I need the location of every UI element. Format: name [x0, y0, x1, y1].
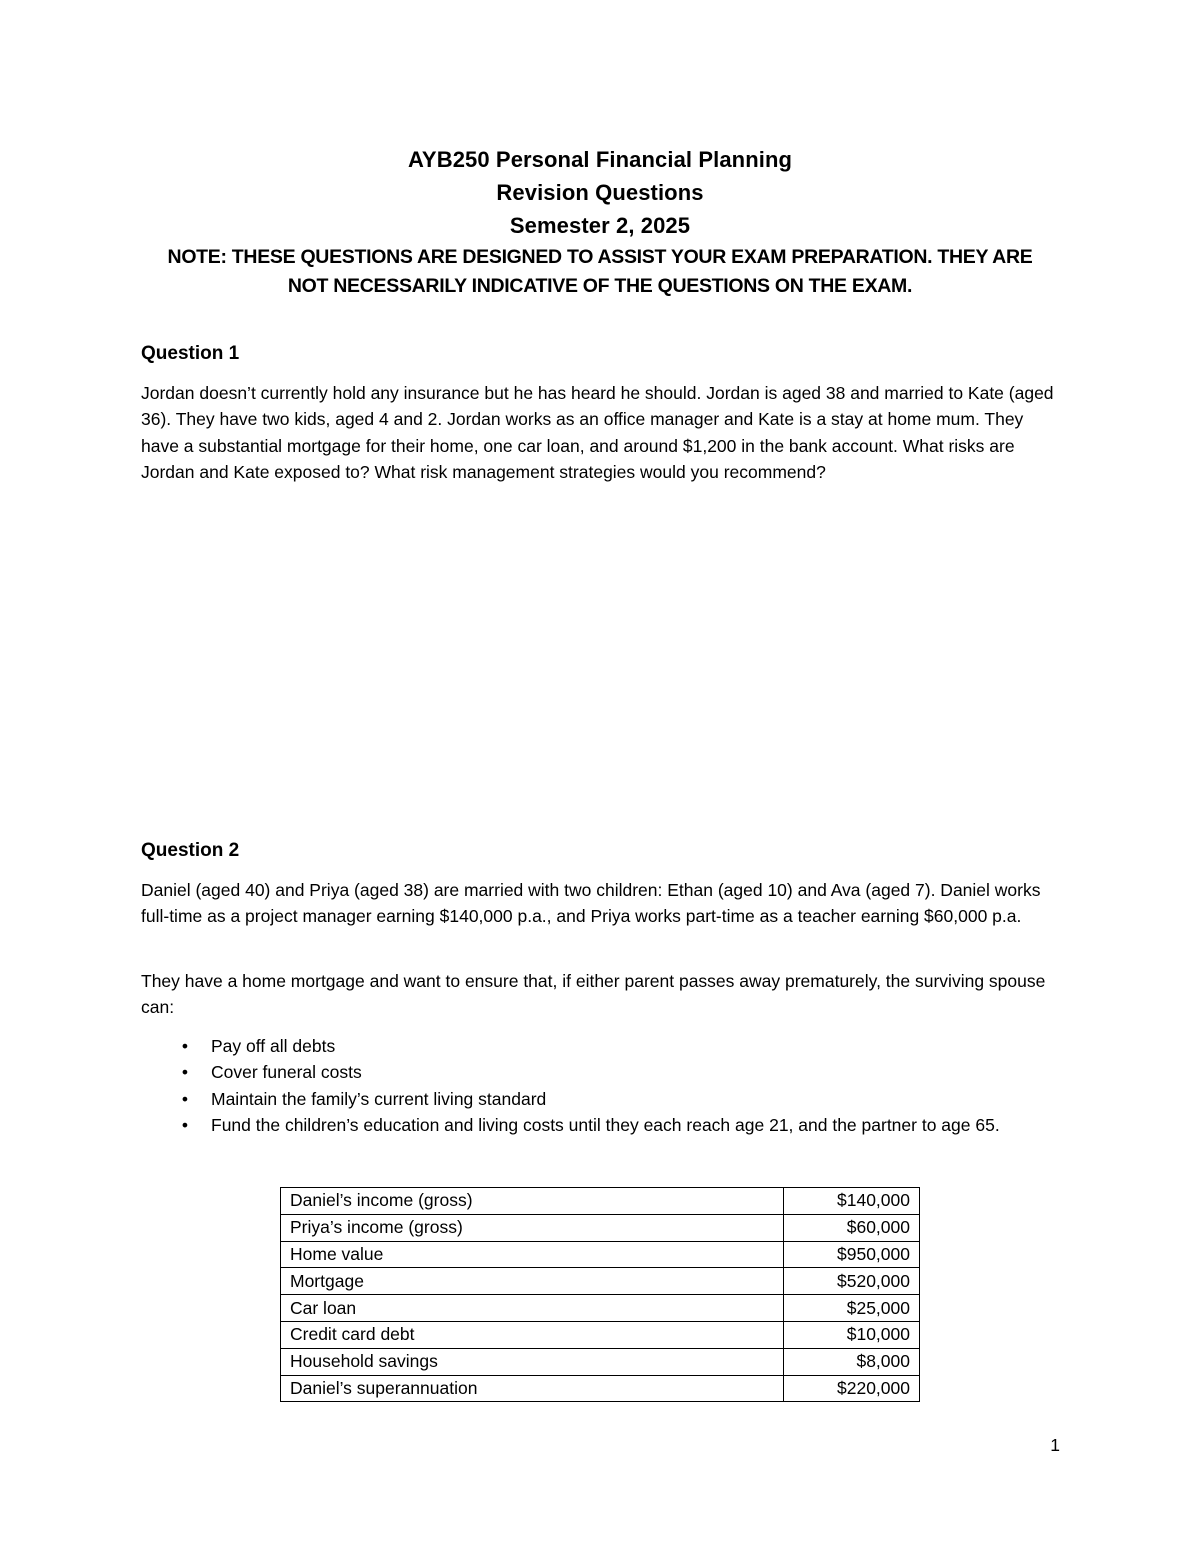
question-2-paragraph-2: They have a home mortgage and want to ensure that, if either parent passes away prematurely, the surviving spouse can: [141, 971, 1046, 1018]
bullet-icon: • [181, 1115, 189, 1136]
table-cell-label: Credit card debt [281, 1321, 784, 1348]
list-item-text: Cover funeral costs [211, 1062, 362, 1083]
list-item-text: Fund the children’s education and living costs until they each reach age 21, and the partner to age 65. [211, 1115, 1000, 1136]
page-number: 1 [1050, 1435, 1060, 1455]
bullet-icon: • [181, 1036, 189, 1056]
list-item [141, 1059, 1061, 1085]
list-item [141, 1086, 1061, 1112]
bullet-icon: • [181, 1062, 189, 1083]
table-row [281, 1321, 920, 1348]
table-cell-value: $25,000 [784, 1295, 920, 1322]
document-header [0, 143, 1200, 301]
table-cell-value: $60,000 [784, 1214, 920, 1241]
list-item-text: Maintain the family’s current living standard [211, 1088, 547, 1109]
course-title: AYB250 Personal Financial Planning [407, 147, 793, 172]
table-row [281, 1375, 920, 1402]
question-2-paragraph-1: Daniel (aged 40) and Priya (aged 38) are married with two children: Ethan (aged 10) and Ava (aged 7). Daniel works full-time as a project manager earning $140,000 p.a., and Priya works part-time as a teacher earning $60,000 p.a. [141, 880, 1041, 927]
table-cell-label: Priya’s income (gross) [281, 1214, 784, 1241]
table-cell-label: Household savings [281, 1348, 784, 1375]
requirements-list [141, 1033, 1061, 1139]
table-cell-value: $140,000 [784, 1188, 920, 1215]
list-item [141, 1112, 1061, 1138]
question-1-heading: Question 1 [141, 343, 240, 364]
table-row [281, 1214, 920, 1241]
document-subtitle: Revision Questions [496, 180, 704, 205]
question-2-heading: Question 2 [141, 840, 240, 861]
table-cell-label: Daniel’s superannuation [281, 1375, 784, 1402]
table-cell-label: Car loan [281, 1295, 784, 1322]
table-cell-label: Home value [281, 1241, 784, 1268]
table-row [281, 1268, 920, 1295]
list-item [141, 1033, 1061, 1059]
semester-label: Semester 2, 2025 [509, 213, 691, 238]
table-row [281, 1241, 920, 1268]
table-cell-value: $8,000 [784, 1348, 920, 1375]
table-cell-label: Daniel’s income (gross) [281, 1188, 784, 1215]
table-cell-value: $950,000 [784, 1241, 920, 1268]
table-cell-value: $220,000 [784, 1375, 920, 1402]
table-row [281, 1295, 920, 1322]
table-cell-value: $10,000 [784, 1321, 920, 1348]
list-item-text: Pay off all debts [211, 1036, 336, 1056]
financial-details-table [280, 1187, 920, 1402]
note-line-2: NOT NECESSARILY INDICATIVE OF THE QUESTIONS ON THE EXAM. [287, 275, 913, 297]
question-1-body: Jordan doesn’t currently hold any insurance but he has heard he should. Jordan is aged 38 and married to Kate (aged 36). They have two kids, aged 4 and 2. Jordan works as an office manager and Kate is a stay at home mum. They have a substantial mortgage for their home, one car loan, and around $1,200 in the bank account. What risks are Jordan and Kate exposed to? What risk management strategies would you recommend? [141, 383, 1054, 483]
note-line-1: NOTE: THESE QUESTIONS ARE DESIGNED TO ASSIST YOUR EXAM PREPARATION. THEY ARE [167, 246, 1033, 268]
table-row [281, 1348, 920, 1375]
bullet-icon: • [181, 1088, 189, 1109]
table-cell-label: Mortgage [281, 1268, 784, 1295]
table-cell-value: $520,000 [784, 1268, 920, 1295]
table-row [281, 1188, 920, 1215]
